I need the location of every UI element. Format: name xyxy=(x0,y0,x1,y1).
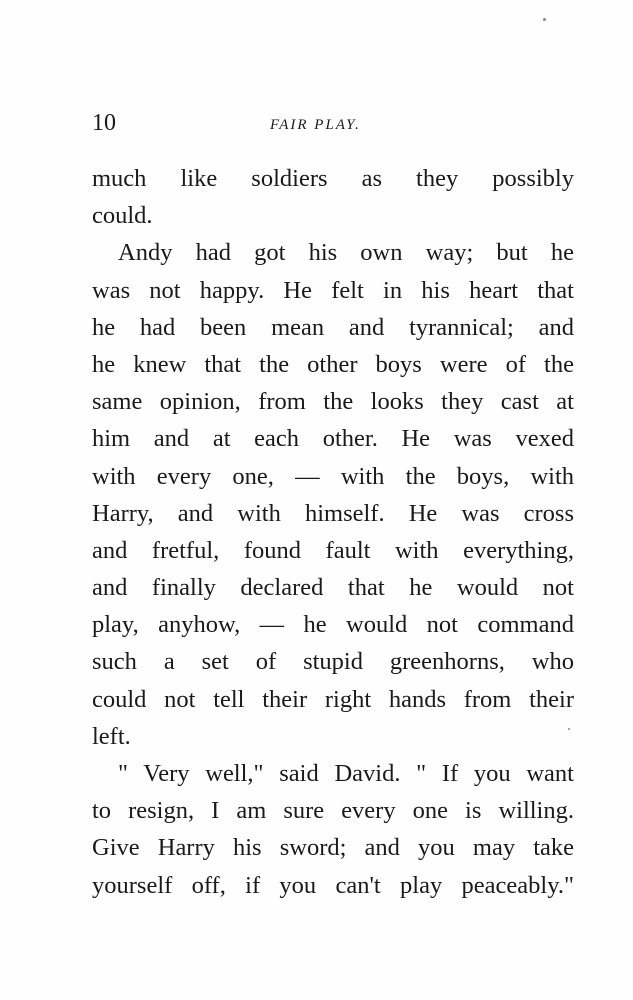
body-text xyxy=(92,160,574,904)
running-title: FAIR PLAY. xyxy=(270,117,361,133)
text-line: could. xyxy=(92,202,153,230)
ink-speck xyxy=(543,18,546,21)
text-line: and finally declared that he would not xyxy=(92,574,574,602)
text-line: play, anyhow, — he would not command xyxy=(92,611,574,639)
text-line: was not happy. He felt in his heart that xyxy=(92,276,574,304)
paragraph xyxy=(92,755,574,904)
text-line: Andy had got his own way; but he xyxy=(118,239,574,267)
text-line: left. xyxy=(92,722,131,750)
text-line: he had been mean and tyrannical; and xyxy=(92,313,574,341)
text-line: yourself off, if you can't play peaceably." xyxy=(92,871,574,899)
text-line: " Very well," said David. " If you want xyxy=(118,760,574,787)
text-line: could not tell their right hands from their xyxy=(92,685,574,713)
text-line: Harry, and with himself. He was cross xyxy=(92,499,574,527)
text-line: same opinion, from the looks they cast at xyxy=(92,388,574,416)
paragraph xyxy=(92,160,574,234)
text-line: him and at each other. He was vexed xyxy=(92,425,574,453)
text-line: Give Harry his sword; and you may take xyxy=(92,834,574,862)
page-number: 10 xyxy=(92,110,116,136)
text-line: and fretful, found fault with everything, xyxy=(92,536,574,564)
text-line: much like soldiers as they possibly xyxy=(92,165,574,192)
text-line: to resign, I am sure every one is willing. xyxy=(92,797,574,825)
text-line: such a set of stupid greenhorns, who xyxy=(92,648,574,676)
page-header xyxy=(92,108,572,138)
text-line: with every one, — with the boys, with xyxy=(92,462,574,490)
paragraph xyxy=(92,234,574,755)
text-line: he knew that the other boys were of the xyxy=(92,350,574,378)
